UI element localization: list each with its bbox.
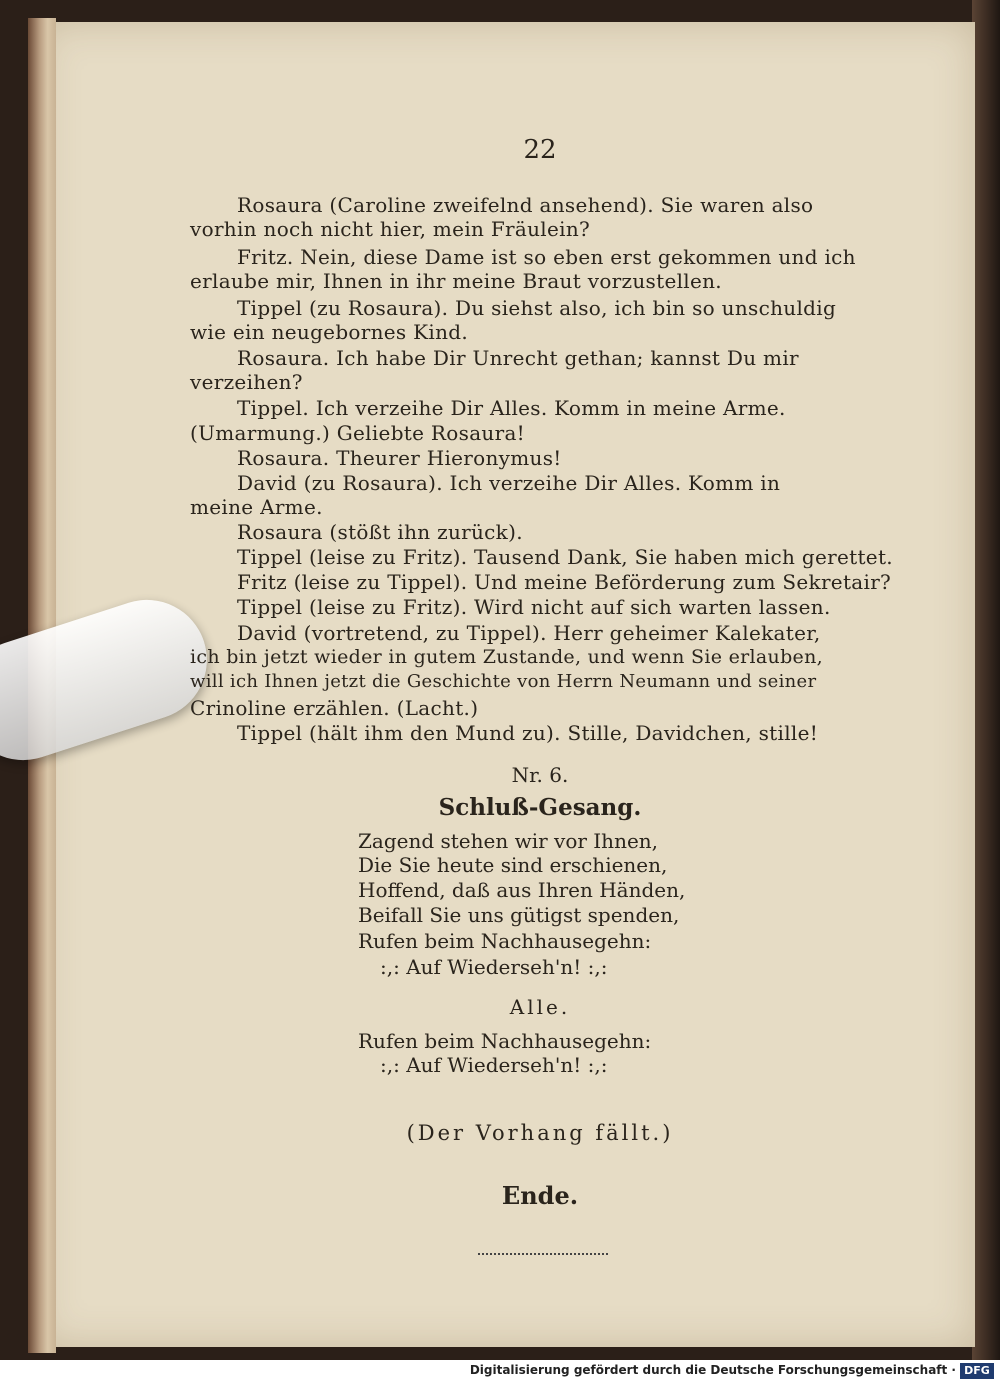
text-line: vorhin noch nicht hier, mein Fräulein? [190,217,591,241]
text-line: Tippel (zu Rosaura). Du siehst also, ich bin so unschuldig [237,296,837,320]
verse-line: Zagend stehen wir vor Ihnen, [358,829,659,853]
verse-line: Rufen beim Nachhausegehn: [358,929,652,953]
text-line: Rosaura. Theurer Hieronymus! [237,446,562,470]
verse-line: Hoffend, daß aus Ihren Händen, [358,878,686,902]
text-line: meine Arme. [190,495,323,519]
verse-line: :,: Auf Wiederseh'n! :,: [380,955,608,979]
text-line: (Umarmung.) Geliebte Rosaura! [190,421,526,445]
book-spine-edge [972,0,1000,1360]
text-line: David (vortretend, zu Tippel). Herr geheimer Kalekater, [237,621,821,645]
text-line: Tippel (hält ihm den Mund zu). Stille, Davidchen, stille! [237,721,819,745]
text-line: verzeihen? [190,370,303,394]
chorus-label: Alle. [509,995,571,1019]
page-number: 22 [523,135,557,165]
text-line: Tippel (leise zu Fritz). Wird nicht auf sich warten lassen. [237,595,831,619]
text-line: Crinoline erzählen. (Lacht.) [190,696,479,720]
text-line: Fritz (leise zu Tippel). Und meine Beförderung zum Sekretair? [237,570,892,594]
text-line: David (zu Rosaura). Ich verzeihe Dir Alles. Komm in [237,471,781,495]
footer-bar [0,1360,1000,1383]
text-line: will ich Ihnen jetzt die Geschichte von Herrn Neumann und seiner [190,671,817,692]
verse-line: :,: Auf Wiederseh'n! :,: [380,1053,608,1077]
text-line: Rosaura (stößt ihn zurück). [237,520,523,544]
verse-line: Die Sie heute sind erschienen, [358,853,668,877]
stage-direction: (Der Vorhang fällt.) [406,1121,674,1145]
song-title: Schluß-Gesang. [438,794,642,821]
text-line: Fritz. Nein, diese Dame ist so eben erst gekommen und ich [237,245,856,269]
text-line: Rosaura (Caroline zweifelnd ansehend). Sie waren also [237,193,814,217]
text-line: Rosaura. Ich habe Dir Unrecht gethan; kannst Du mir [237,346,799,370]
verse-line: Beifall Sie uns gütigst spenden, [358,903,680,927]
end-title: Ende. [501,1181,579,1210]
text-line: Tippel (leise zu Fritz). Tausend Dank, Sie haben mich gerettet. [237,545,893,569]
number-heading: Nr. 6. [511,763,569,787]
text-line: erlaube mir, Ihnen in ihr meine Braut vorzustellen. [190,269,722,293]
text-line: Tippel. Ich verzeihe Dir Alles. Komm in meine Arme. [237,396,786,420]
decorative-rule [478,1253,608,1261]
verse-line: Rufen beim Nachhausegehn: [358,1029,652,1053]
dfg-logo: DFG [960,1363,994,1379]
text-line: ich bin jetzt wieder in gutem Zustande, und wenn Sie erlauben, [190,646,823,668]
footer-credit: Digitalisierung gefördert durch die Deutsche Forschungsgemeinschaft · [469,1363,956,1377]
text-line: wie ein neugebornes Kind. [190,320,469,344]
